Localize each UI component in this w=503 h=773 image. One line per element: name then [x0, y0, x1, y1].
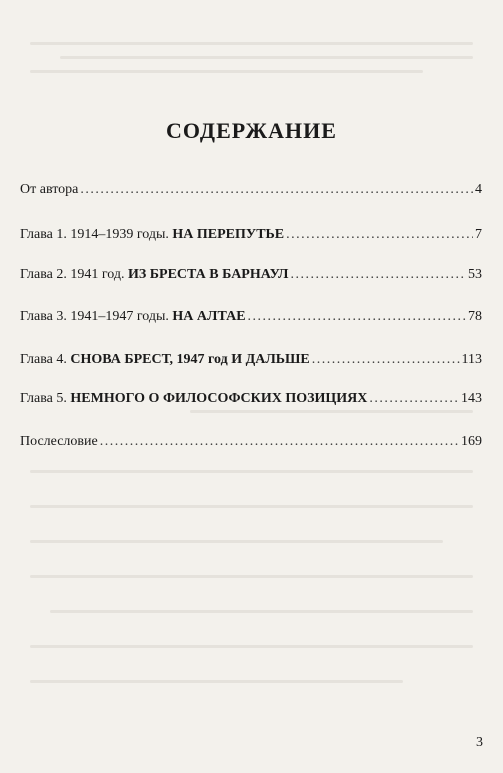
- dot-leader: [248, 309, 466, 325]
- toc-entry-page: 143: [461, 391, 482, 406]
- page-number: 3: [476, 735, 483, 750]
- dot-leader: [286, 227, 473, 243]
- dot-leader: [291, 267, 467, 283]
- toc-entry-page: 7: [475, 227, 482, 242]
- dot-leader: [369, 391, 459, 407]
- toc-entry-label: Послесловие: [20, 434, 98, 449]
- toc-entry-page: 169: [461, 434, 482, 449]
- toc-entry-page: 78: [468, 309, 482, 324]
- toc-entry-chapter-5: [20, 391, 482, 407]
- toc-entry-page: 53: [468, 267, 482, 282]
- toc-entry-chapter-2: [20, 267, 482, 283]
- toc-entry-label: Глава 2. 1941 год. ИЗ БРЕСТА В БАРНАУЛ: [20, 267, 289, 282]
- toc-entry-chapter-4: [20, 352, 482, 368]
- dot-leader: [100, 434, 459, 450]
- dot-leader: [80, 182, 473, 198]
- toc-entry-chapter-3: [20, 309, 482, 325]
- toc-entry-label: Глава 3. 1941–1947 годы. НА АЛТАЕ: [20, 309, 246, 324]
- dot-leader: [312, 352, 460, 368]
- toc-entry-author: [20, 182, 482, 198]
- toc-entry-label: Глава 5. НЕМНОГО О ФИЛОСОФСКИХ ПОЗИЦИЯХ: [20, 391, 368, 406]
- toc-entry-label: От автора: [20, 182, 79, 197]
- toc-entry-chapter-1: [20, 227, 482, 243]
- toc-entry-label: Глава 4. СНОВА БРЕСТ, 1947 год И ДАЛЬШЕ: [20, 352, 310, 367]
- toc-entry-label: Глава 1. 1914–1939 годы. НА ПЕРЕПУТЬЕ: [20, 227, 285, 242]
- toc-entry-afterword: [20, 434, 482, 450]
- toc-entry-page: 4: [475, 182, 482, 197]
- toc-entry-page: 113: [461, 352, 482, 367]
- page-title: СОДЕРЖАНИЕ: [166, 118, 337, 143]
